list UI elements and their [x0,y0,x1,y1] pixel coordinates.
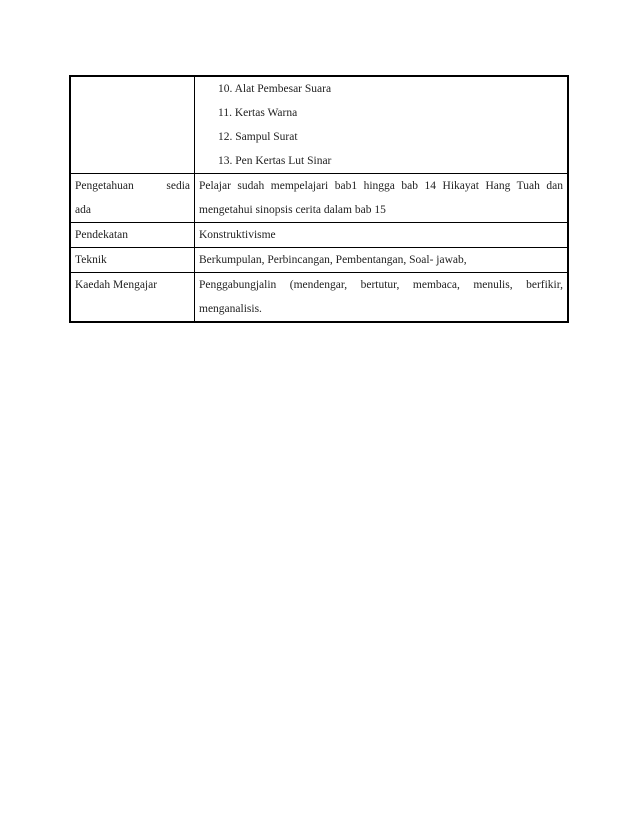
prior-knowledge-label-line1: Pengetahuan sedia [75,180,190,192]
materials-list [199,77,563,173]
table-row [70,248,568,273]
list-item: 11. Kertas Warna [218,107,298,119]
teaching-method-label: Kaedah Mengajar [70,273,195,323]
prior-knowledge-label [70,174,195,223]
table-row [70,174,568,223]
list-item: 13. Pen Kertas Lut Sinar [218,155,332,167]
technique-content: Berkumpulan, Perbincangan, Pembentangan, Soal- jawab, [195,248,569,273]
table-row [70,223,568,248]
lesson-plan-table [69,75,569,323]
table-row [70,76,568,174]
teaching-method-line1: Penggabungjalin (mendengar, bertutur, membaca, menulis, berfikir, [199,279,563,291]
empty-label-cell [70,76,195,174]
prior-knowledge-content [195,174,569,223]
prior-knowledge-line1: Pelajar sudah mempelajari bab1 hingga bab 14 Hikayat Hang Tuah dan [199,180,563,192]
teaching-method-line2: menganalisis. [199,303,262,315]
prior-knowledge-label-line2: ada [75,204,91,216]
approach-content: Konstruktivisme [195,223,569,248]
materials-cell [195,76,569,174]
technique-label: Teknik [70,248,195,273]
table-row [70,273,568,323]
list-item: 12. Sampul Surat [218,131,298,143]
prior-knowledge-line2: mengetahui sinopsis cerita dalam bab 15 [199,204,386,216]
approach-label: Pendekatan [70,223,195,248]
list-item: 10. Alat Pembesar Suara [218,83,332,95]
teaching-method-content [195,273,569,323]
